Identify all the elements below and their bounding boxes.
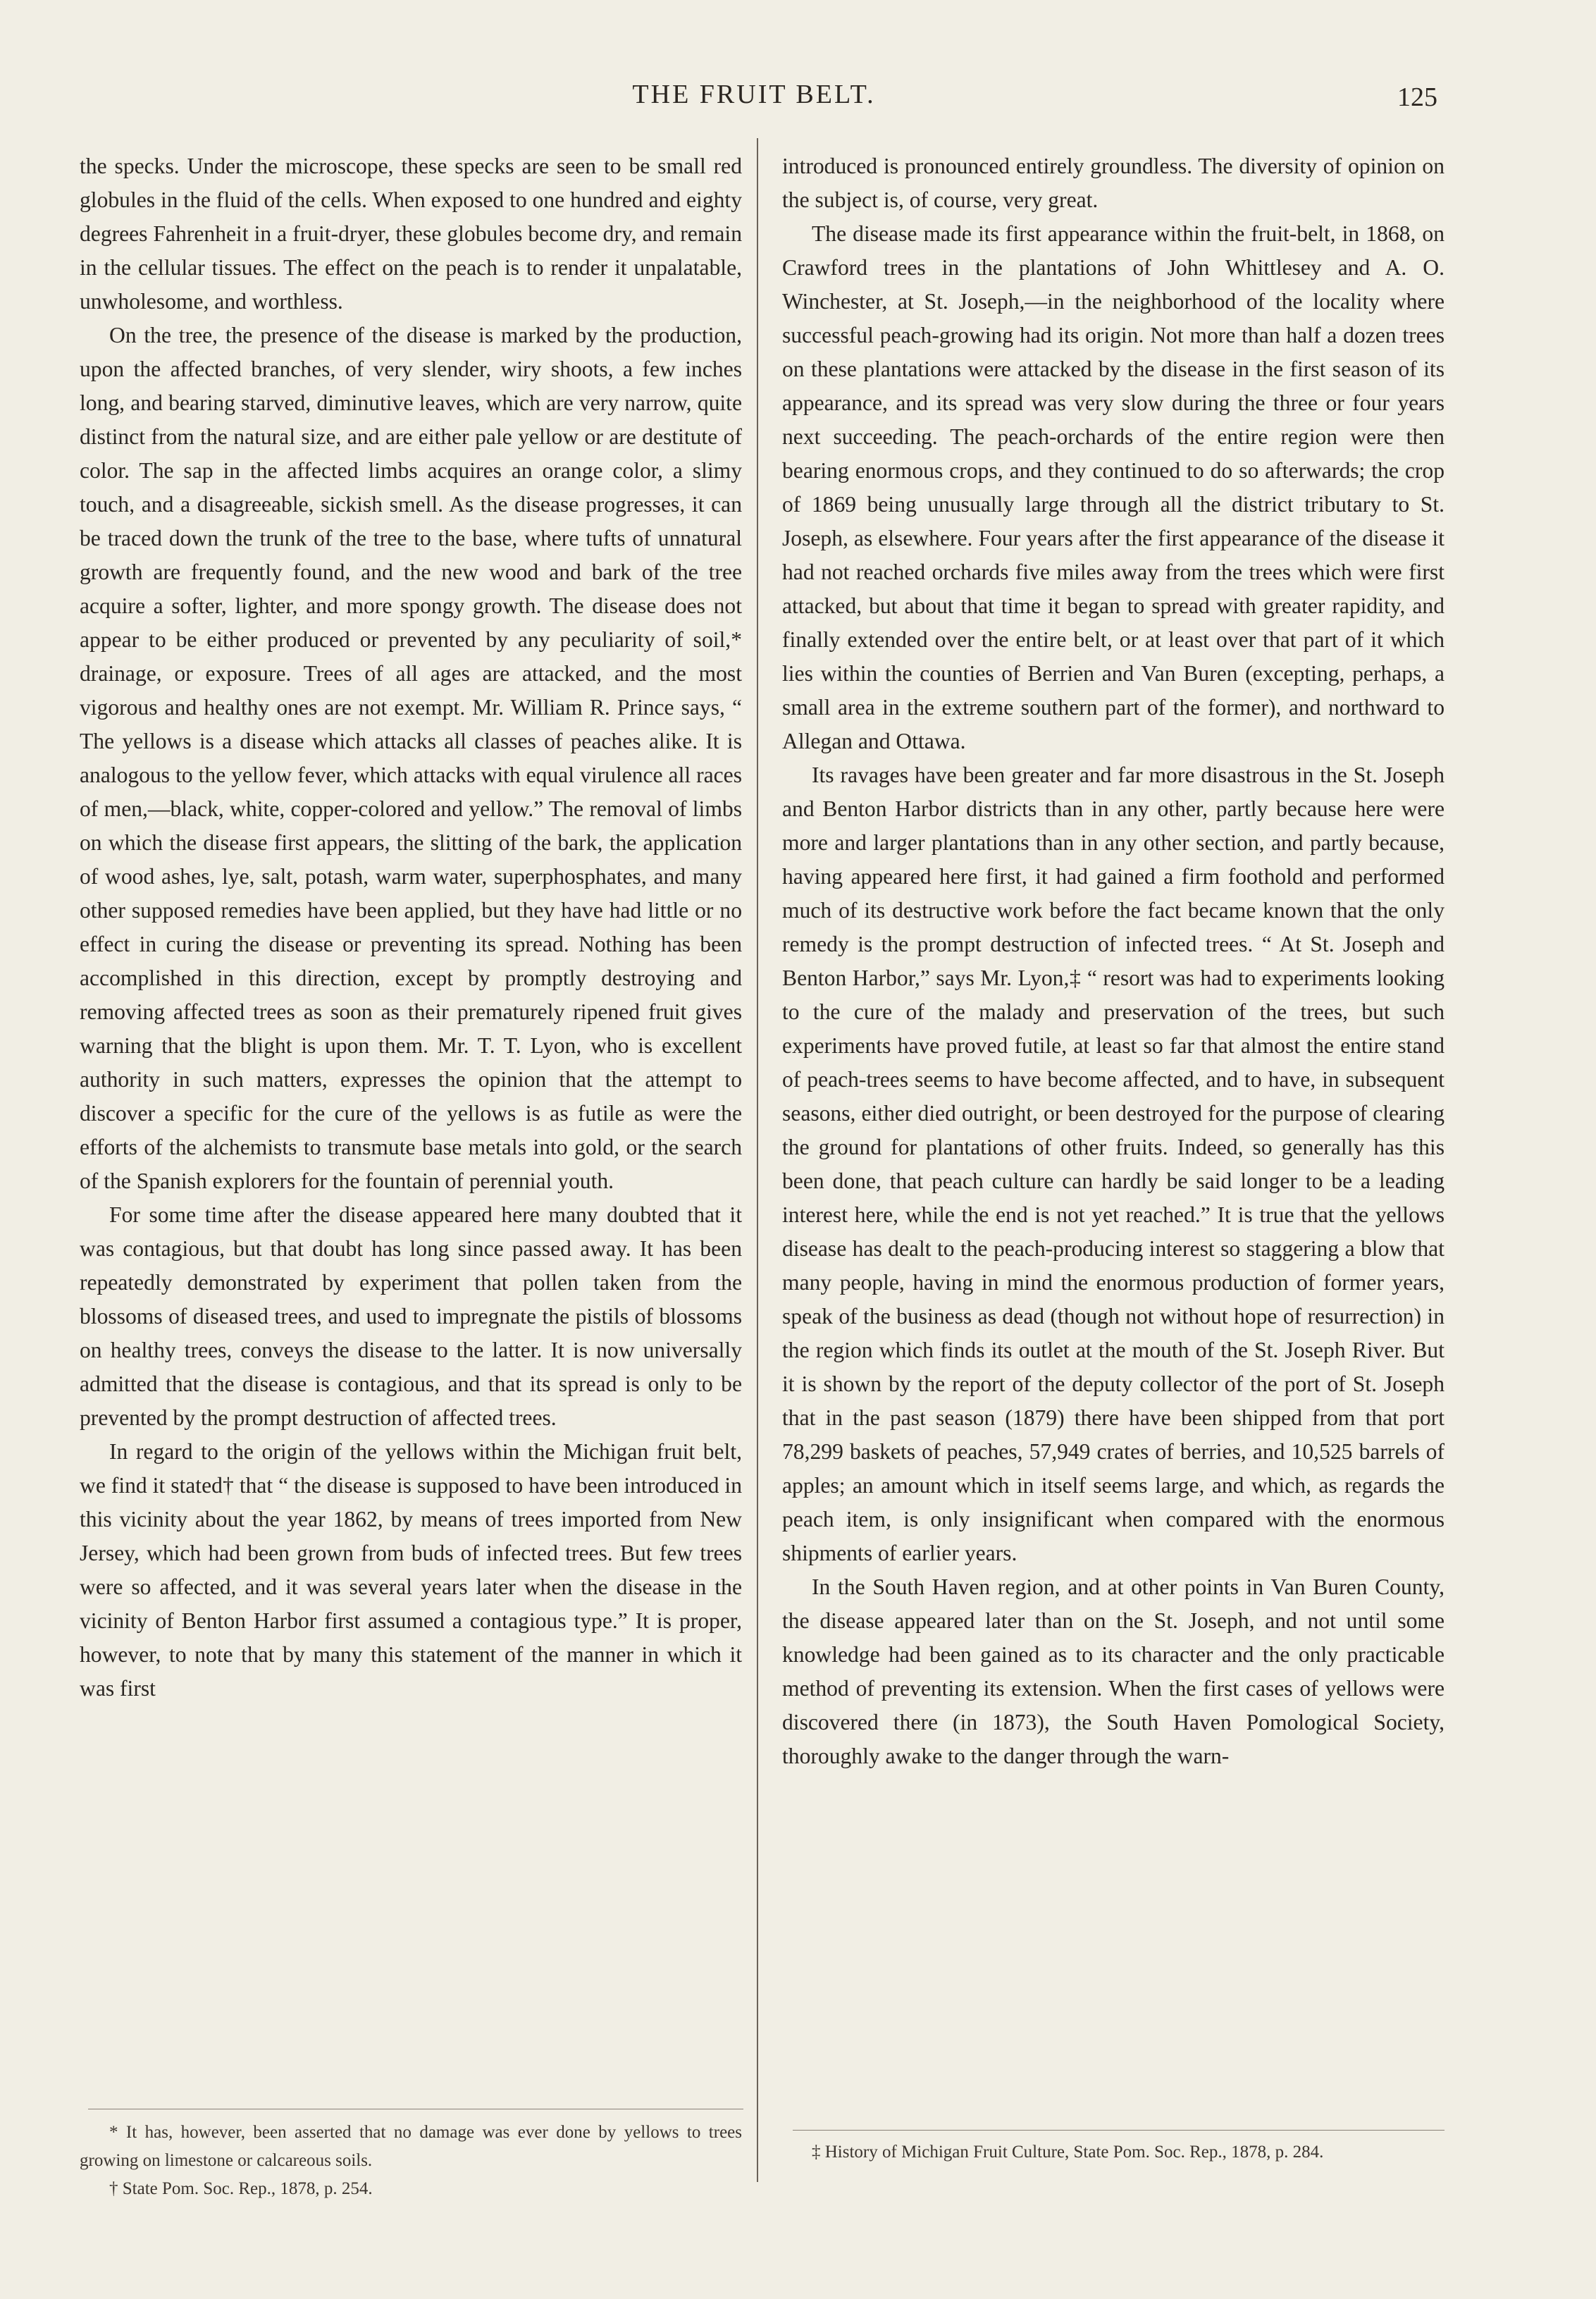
footnote: * It has, however, been asserted that no damage was ever done by yellows to trees growing on limestone or calcareous soils. xyxy=(80,2123,742,2170)
paragraph: Its ravages have been greater and far more disastrous in the St. Joseph and Benton Harbor districts than in any other, partly because here were more and larger plantations than in any other section, and partly because, having appeared here first, it had gained a firm foothold and performed much of its destructive work before the fact became known that the only remedy is the prompt destruction of infected trees. “ At St. Joseph and Benton Harbor,” says Mr. Lyon,‡ “ resort was had to experiments looking to the cure of the malady and preservation of the trees, but such experiments have proved futile, at least so far that almost the entire stand of peach-trees seems to have become affected, and to have, in subsequent seasons, either died outright, or been destroyed for the purpose of clearing the ground for plantations of other fruits. Indeed, so generally has this been done, that peach culture can hardly be said longer to be a leading interest here, while the end is not yet reached.” It is true that the yellows disease has dealt to the peach-producing interest so staggering a blow that many people, having in mind the enormous production of former years, speak of the business as dead (though not without hope of resurrection) in the region which finds its outlet at the mouth of the St. Joseph River. But it is shown by the report of the deputy collector of the port of St. Joseph that in the past season (1879) there have been shipped from that port 78,299 baskets of peaches, 57,949 crates of berries, and 10,525 barrels of apples; an amount which in itself seems large, and which, as regards the peach item, is only insignificant when compared with the enormous shipments of earlier years. xyxy=(782,763,1445,1565)
paragraph: For some time after the disease appeared here many doubted that it was contagious, but that doubt has long since passed away. It has been repeatedly demonstrated by experiment that pollen taken from the blossoms of diseased trees, and used to impregnate the pistils of blossoms on healthy trees, conveys the disease to the latter. It is now universally admitted that the disease is contagious, and that its spread is only to be prevented by the prompt destruction of affected trees. xyxy=(80,1202,742,1430)
right-column xyxy=(782,149,1445,1773)
footnote: † State Pom. Soc. Rep., 1878, p. 254. xyxy=(109,2179,373,2198)
paragraph: introduced is pronounced entirely groundless. The diversity of opinion on the subject is, of course, very great. xyxy=(782,154,1445,212)
paragraph: On the tree, the presence of the disease is marked by the production, upon the affected branches, of very slender, wiry shoots, a few inches long, and bearing starved, diminutive leaves, which are very narrow, quite distinct from the natural size, and are either pale yellow or are destitute of color. The sap in the affected limbs acquires an orange color, a slimy touch, and a disagreeable, sickish smell. As the disease progresses, it can be traced down the trunk of the tree to the base, where tufts of unnatural growth are frequently found, and the new wood and bark of the tree acquire a softer, lighter, and more spongy growth. The disease does not appear to be either produced or prevented by any peculiarity of soil,* drainage, or exposure. Trees of all ages are attacked, and the most vigorous and healthy ones are not exempt. Mr. William R. Prince says, “ The yellows is a disease which attacks all classes of peaches alike. It is analogous to the yellow fever, which attacks with equal virulence all races of men,—black, white, copper-colored and yellow.” The removal of limbs on which the disease first appears, the slitting of the bark, the application of wood ashes, lye, salt, potash, warm water, superphosphates, and many other supposed remedies have been applied, but they have had little or no effect in curing the disease or preventing its spread. Nothing has been accomplished in this direction, except by promptly destroying and removing affected trees as soon as their prematurely ripened fruit gives warning that the blight is upon them. Mr. T. T. Lyon, who is excellent authority in such matters, expresses the opinion that the attempt to discover a specific for the cure of the yellows is as futile as were the efforts of the alchemists to transmute base metals into gold, or the search of the Spanish explorers for the fountain of perennial youth. xyxy=(80,323,742,1193)
left-column xyxy=(80,149,742,1706)
paragraph: In the South Haven region, and at other points in Van Buren County, the disease appeared later than on the St. Joseph, and not until some knowledge had been gained as to its character and the only practicable method of preventing its extension. When the first cases of yellows were discovered there (in 1873), the South Haven Pomological Society, thoroughly awake to the danger through the warn- xyxy=(782,1574,1445,1768)
footnote-rule xyxy=(793,2130,1445,2131)
running-title: THE FRUIT BELT. xyxy=(632,80,876,109)
running-head xyxy=(70,79,1437,121)
paragraph: the specks. Under the microscope, these specks are seen to be small red globules in the fluid of the cells. When exposed to one hundred and eighty degrees Fahrenheit in a fruit-dryer, these globules become dry, and remain in the cellular tissues. The effect on the peach is to render it unpalatable, unwholesome, and worthless. xyxy=(80,154,742,314)
paragraph: In regard to the origin of the yellows within the Michigan fruit belt, we find it stated† that “ the disease is supposed to have been introduced in this vicinity about the year 1862, by means of trees imported from New Jersey, which had been grown from buds of infected trees. But few trees were so affected, and it was several years later when the disease in the vicinity of Benton Harbor first assumed a contagious type.” It is proper, however, to note that by many this statement of the manner in which it was first xyxy=(80,1439,742,1701)
footnotes-right xyxy=(782,2138,1445,2167)
footnote: ‡ History of Michigan Fruit Culture, State Pom. Soc. Rep., 1878, p. 284. xyxy=(812,2143,1324,2162)
page-number: 125 xyxy=(1397,82,1437,112)
paragraph: The disease made its first appearance within the fruit-belt, in 1868, on Crawford trees in the plantations of John Whittlesey and A. O. Winchester, at St. Joseph,—in the neighborhood of the locality where successful peach-growing had its origin. Not more than half a dozen trees on these plantations were attacked by the disease in the first season of its appearance, and its spread was very slow during the three or four years next succeeding. The peach-orchards of the entire region were then bearing enormous crops, and they continued to do so afterwards; the crop of 1869 being unusually large through all the district tributary to St. Joseph, as elsewhere. Four years after the first appearance of the disease it had not reached orchards five miles away from the trees which were first attacked, but about that time it began to spread with greater rapidity, and finally extended over the entire belt, or at least over that part of it which lies within the counties of Berrien and Van Buren (excepting, perhaps, a small area in the extreme southern part of the former), and northward to Allegan and Ottawa. xyxy=(782,221,1445,753)
footnotes-left xyxy=(80,2119,742,2203)
column-divider xyxy=(757,138,758,2182)
